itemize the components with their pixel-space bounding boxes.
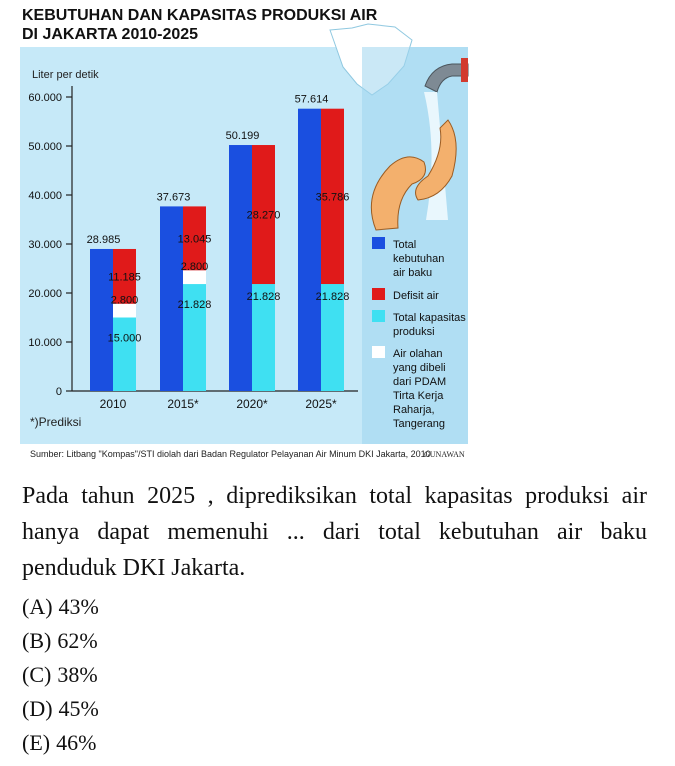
chart-credit: GUNAWAN (424, 450, 465, 459)
data-label-purchased-water: 2.800 (180, 261, 209, 274)
answer-option-value: 38% (57, 662, 98, 687)
answer-option[interactable] (22, 624, 99, 658)
legend-label: Air olahan yang dibeli dari PDAM Tirta Kerja Raharja, Tangerang (393, 348, 447, 430)
answer-option-label: (E) (22, 730, 51, 755)
data-label-total-demand: 57.614 (294, 93, 329, 106)
chart-footnote: *)Prediksi (30, 415, 82, 429)
legend-swatch (372, 346, 385, 358)
x-tick-label: 2015* (167, 397, 199, 411)
bar-total-demand (229, 145, 252, 391)
y-axis-title: Liter per detik (32, 69, 99, 81)
data-label-total-demand: 37.673 (156, 191, 191, 204)
data-label-production-capacity: 21.828 (177, 299, 212, 312)
bar-total-demand (90, 249, 113, 391)
answer-option[interactable] (22, 658, 99, 692)
answer-option[interactable] (22, 692, 99, 726)
legend-label: Total kebutuhan air baku (393, 239, 445, 279)
data-label-deficit: 35.786 (315, 191, 350, 204)
answer-option[interactable] (22, 590, 99, 624)
x-tick-label: 2025* (305, 397, 337, 411)
bar-production-capacity (113, 318, 136, 392)
data-label-total-demand: 50.199 (225, 130, 260, 143)
y-tick-label: 50.000 (28, 141, 62, 153)
legend-swatch (372, 310, 385, 322)
y-tick-label: 0 (55, 386, 62, 398)
chart-source: Sumber: Litbang "Kompas"/STI diolah dari Badan Regulator Pelayanan Air Minum DKI Jakarta, 2010 (30, 449, 431, 459)
x-tick-label: 2010 (99, 397, 127, 411)
y-tick-label: 60.000 (28, 92, 62, 104)
chart-title-line-1: KEBUTUHAN DAN KAPASITAS PRODUKSI AIR (22, 7, 378, 24)
answer-option-value: 62% (57, 628, 98, 653)
data-label-deficit: 28.270 (246, 209, 281, 222)
data-label-deficit: 11.185 (108, 271, 141, 284)
answer-option-label: (C) (22, 662, 52, 687)
y-tick-label: 10.000 (28, 337, 62, 349)
chart-title-line-2: DI JAKARTA 2010-2025 (22, 26, 199, 43)
answer-option[interactable] (22, 726, 99, 760)
data-label-purchased-water: 2.800 (110, 294, 139, 307)
x-tick-label: 2020* (236, 397, 268, 411)
bar-total-demand (298, 109, 321, 391)
legend-swatch (372, 288, 385, 300)
answer-options (22, 590, 99, 760)
answer-option-value: 46% (56, 730, 97, 755)
data-label-total-demand: 28.985 (86, 233, 121, 246)
data-label-production-capacity: 21.828 (315, 291, 350, 304)
data-label-production-capacity: 15.000 (107, 332, 142, 345)
faucet-handle-icon (461, 58, 468, 82)
answer-option-label: (A) (22, 594, 53, 619)
answer-option-label: (D) (22, 696, 53, 721)
y-tick-label: 40.000 (28, 190, 62, 202)
question-text: Pada tahun 2025 , diprediksikan total kapasitas produksi air hanya dapat memenuhi ... dari total kebutuhan air baku penduduk DKI Jakarta. (22, 483, 647, 581)
legend-label: Defisit air (393, 290, 439, 302)
data-label-deficit: 13.045 (177, 233, 212, 246)
y-tick-label: 30.000 (28, 239, 62, 251)
answer-option-value: 45% (58, 696, 99, 721)
answer-option-value: 43% (58, 594, 99, 619)
legend-swatch (372, 237, 385, 249)
legend-label: Total kapasitas produksi (393, 312, 466, 338)
data-label-production-capacity: 21.828 (246, 291, 281, 304)
y-tick-label: 20.000 (28, 288, 62, 300)
answer-option-label: (B) (22, 628, 52, 653)
